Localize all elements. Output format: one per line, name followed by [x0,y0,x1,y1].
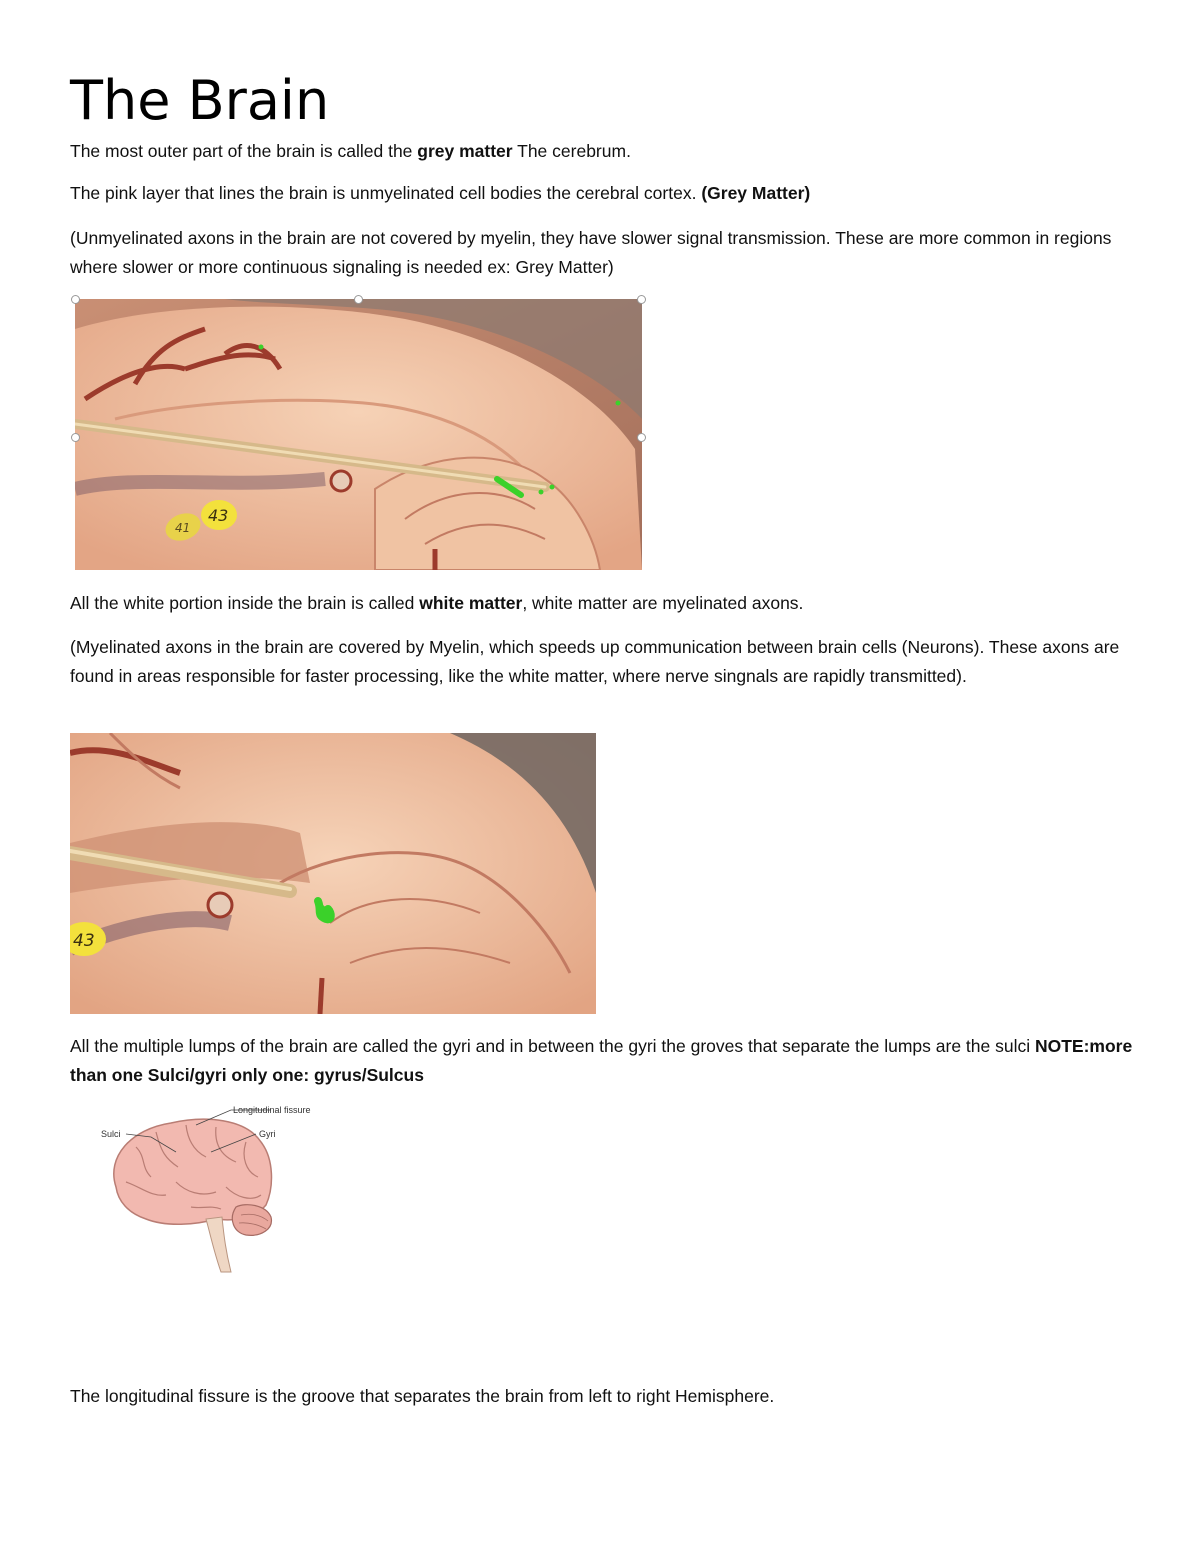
resize-handle[interactable] [354,295,363,304]
brain-diagram [96,1097,326,1275]
bold-term-grey-matter-parenthetical: (Grey Matter) [701,183,811,203]
paragraph-grey-matter-intro [70,137,1140,166]
green-dot [616,401,621,406]
brain-diagram-graphic [96,1097,326,1275]
brain-model-photo-2[interactable] [70,733,596,1014]
text: All the multiple lumps of the brain are called the gyri and in between the gyri the groves that separate the lumps are the sulci [70,1036,1035,1056]
label-sulci: Sulci [101,1129,121,1139]
bold-note-sulci-gyri: NOTE:more than one Sulci/gyri only one: gyrus/Sulcus [70,1036,1133,1085]
tag-label: 43 [73,931,95,951]
text: The most outer part of the brain is called the [70,141,418,161]
resize-handle[interactable] [71,433,80,442]
green-dot [539,490,544,495]
text: All the white portion inside the brain is called [70,593,420,613]
green-dot [550,485,555,490]
vessel-knob [331,471,351,491]
text: The pink layer that lines the brain is unmyelinated cell bodies the cerebral cortex. [70,183,702,203]
bold-term-grey-matter: grey matter [417,141,513,161]
resize-handle[interactable] [637,433,646,442]
paragraph-gyri-sulci [70,1032,1140,1089]
paragraph-longitudinal-fissure: The longitudinal fissure is the groove that separates the brain from left to right Hemisphere. [70,1386,775,1406]
vessel-stub [320,978,322,1014]
tag-label: 43 [208,506,229,525]
bold-term-white-matter: white matter [419,593,523,613]
green-dot [259,345,264,350]
label-longitudinal-fissure: Longitudinal fissure [233,1105,311,1115]
text: The cerebrum. [512,141,631,161]
resize-handle[interactable] [637,295,646,304]
cerebellum [232,1205,271,1236]
vessel-knob [208,893,232,917]
paragraph-pink-layer [70,179,1140,208]
brain-photo-2-graphic [70,733,596,1014]
brain-photo-1-graphic [75,299,642,570]
label-gyri: Gyri [259,1129,276,1139]
brain-model-photo-1[interactable] [75,299,642,570]
paragraph-myelinated-axons: (Myelinated axons in the brain are covered by Myelin, which speeds up communication between brain cells (Neurons). These axons are found in areas responsible for faster processing, like the white matter, where nerve singnals are rapidly transmitted). [70,637,1120,686]
tag-label: 41 [175,521,191,535]
page-title: The Brain [70,69,330,132]
vessel-bundle [75,479,325,489]
brainstem [206,1217,231,1272]
paragraph-unmyelinated-axons: (Unmyelinated axons in the brain are not covered by myelin, they have slower signal transmission. These are more common in regions where slower or more continuous signaling is needed ex: Grey Matter) [70,228,1112,277]
text: , white matter are myelinated axons. [522,593,804,613]
paragraph-white-matter [70,589,1140,618]
resize-handle[interactable] [71,295,80,304]
